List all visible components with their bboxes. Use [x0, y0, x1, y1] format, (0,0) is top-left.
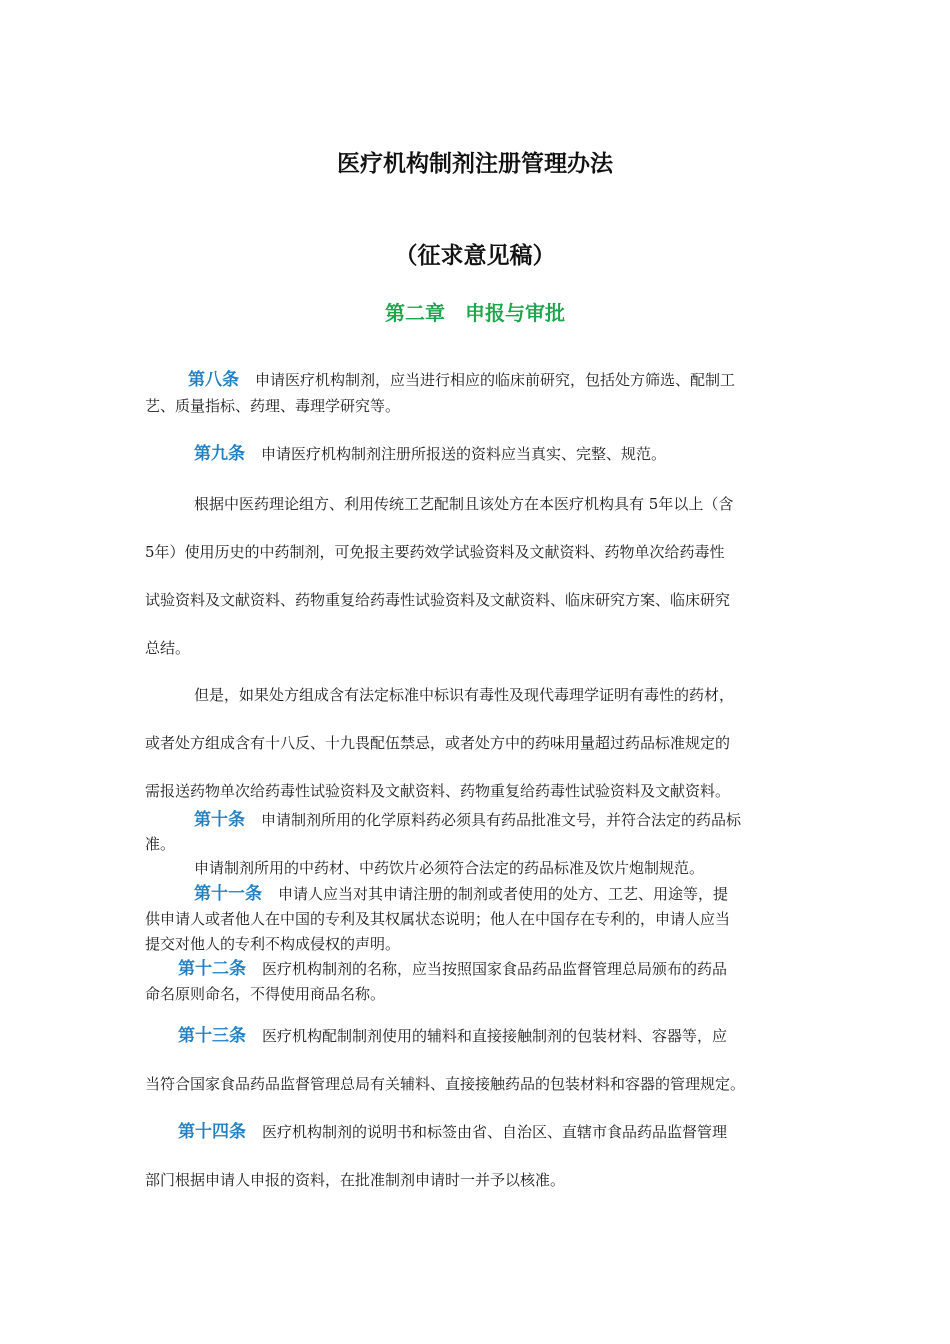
article-9-line-1: 第九条 申请医疗机构制剂注册所报送的资料应当真实、完整、规范。 — [194, 444, 667, 464]
article-11-line-2: 供申请人或者他人在中国的专利及其权属状态说明；他人在中国存在专利的，申请人应当 — [145, 910, 731, 928]
article-14-line-2: 部门根据申请人申报的资料，在批准制剂申请时一并予以核准。 — [145, 1171, 566, 1189]
article-13-line-1: 第十三条 医疗机构配制制剂使用的辅料和直接接触制剂的包装材料、容器等，应 — [178, 1026, 728, 1046]
article-8-line-2: 艺、质量指标、药理、毒理学研究等。 — [145, 397, 401, 415]
article-11-label: 第十一条 — [194, 884, 262, 904]
document-subtitle: （征求意见稿） — [394, 243, 556, 269]
article-8-label: 第八条 — [188, 370, 239, 390]
article-9-para2-line-1: 根据中医药理论组方、利用传统工艺配制且该处方在本医疗机构具有 5年以上（含 — [194, 495, 734, 513]
article-8-line-1: 第八条 申请医疗机构制剂，应当进行相应的临床前研究，包括处方筛选、配制工 — [188, 370, 736, 390]
article-12-label: 第十二条 — [178, 959, 246, 979]
article-10-line-2: 准。 — [145, 835, 176, 853]
document-title: 医疗机构制剂注册管理办法 — [337, 151, 613, 177]
article-12-line-2: 命名原则命名，不得使用商品名称。 — [145, 985, 386, 1003]
article-9-para2-line-3: 试验资料及文献资料、药物重复给药毒性试验资料及文献资料、临床研究方案、临床研究 — [145, 591, 731, 609]
article-13-line-2: 当符合国家食品药品监督管理总局有关辅料、直接接触药品的包装材料和容器的管理规定。 — [145, 1075, 746, 1093]
article-13-label: 第十三条 — [178, 1026, 246, 1046]
article-9-para2-line-4: 总结。 — [145, 639, 191, 657]
article-11-line-1: 第十一条 申请人应当对其申请注册的制剂或者使用的处方、工艺、用途等，提 — [194, 884, 729, 904]
article-14-label: 第十四条 — [178, 1122, 246, 1142]
article-9-para2-line-2: 5年）使用历史的中药制剂，可免报主要药效学试验资料及文献资料、药物单次给药毒性 — [145, 543, 725, 561]
article-9-label: 第九条 — [194, 444, 245, 464]
article-11-line-3: 提交对他人的专利不构成侵权的声明。 — [145, 935, 401, 953]
article-9-para3-line-3: 需报送药物单次给药毒性试验资料及文献资料、药物重复给药毒性试验资料及文献资料。 — [145, 782, 731, 800]
article-10-line-3: 申请制剂所用的中药材、中药饮片必须符合法定的药品标准及饮片炮制规范。 — [194, 859, 705, 877]
article-9-para3-line-1: 但是，如果处方组成含有法定标准中标识有毒性及现代毒理学证明有毒性的药材， — [194, 686, 735, 704]
article-10-label: 第十条 — [194, 810, 245, 830]
article-9-para3-line-2: 或者处方组成含有十八反、十九畏配伍禁忌，或者处方中的药味用量超过药品标准规定的 — [145, 734, 731, 752]
chapter-heading: 第二章 申报与审批 — [385, 301, 565, 325]
article-14-line-1: 第十四条 医疗机构制剂的说明书和标签由省、自治区、直辖市食品药品监督管理 — [178, 1122, 728, 1142]
article-10-line-1: 第十条 申请制剂所用的化学原料药必须具有药品批准文号，并符合法定的药品标 — [194, 810, 742, 830]
article-12-line-1: 第十二条 医疗机构制剂的名称，应当按照国家食品药品监督管理总局颁布的药品 — [178, 959, 728, 979]
